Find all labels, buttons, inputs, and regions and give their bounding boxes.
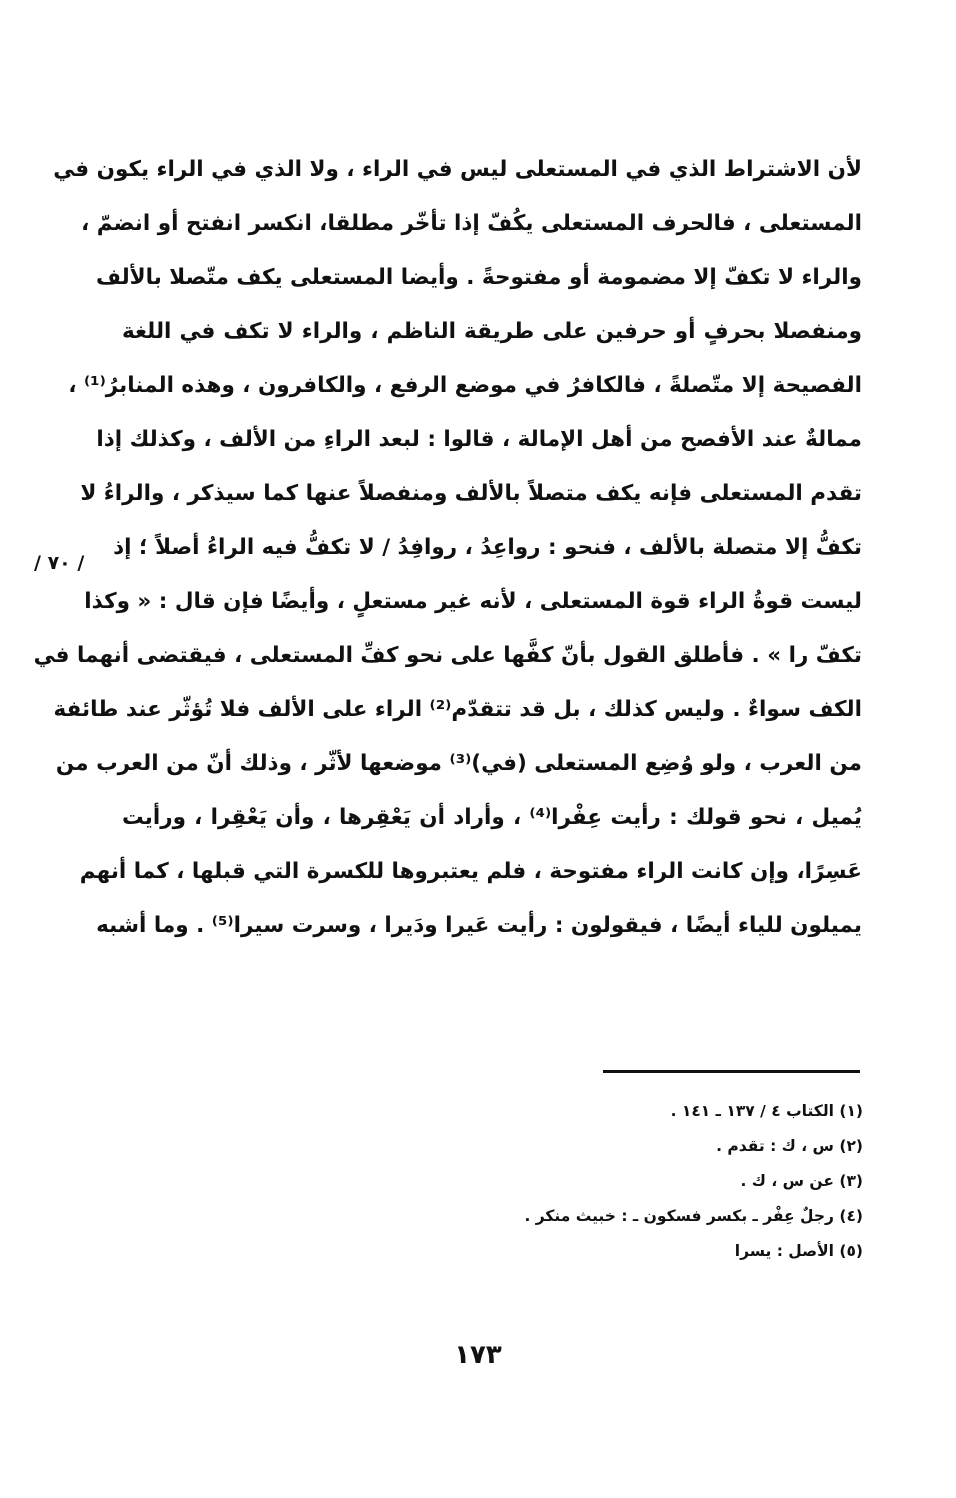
text-line: الفصيحة إلا متّصلةً ، فالكافرُ في موضع الرفع ، والكافرون ، وهذه المنابرُ⁽¹⁾ ، xyxy=(68,373,862,398)
footnote: (٥) الأصل : يسرا xyxy=(734,1242,863,1260)
text-line: الكف سواءٌ . وليس كذلك ، بل قد تتقدّم⁽²⁾ الراء على الألف فلا تُؤثّر عند طائفة xyxy=(53,697,862,722)
text-line: ممالةٌ عند الأفصح من أهل الإمالة ، قالوا : لبعد الراءِ من الألف ، وكذلك إذا xyxy=(96,427,862,452)
text-line: والراء لا تكفّ إلا مضمومة أو مفتوحةً . وأيضا المستعلى يكف متّصلا بالألف xyxy=(95,265,862,290)
footnotes-block xyxy=(300,1094,863,1269)
text-line: لأن الاشتراط الذي في المستعلى ليس في الراء ، ولا الذي في الراء يكون في xyxy=(53,157,862,182)
footnote: (١) الكتاب ٤ / ١٣٧ ـ ١٤١ . xyxy=(670,1102,863,1120)
page-number: ١٧٣ xyxy=(454,1340,502,1370)
footnote-separator xyxy=(603,1070,860,1073)
text-line: عَسِرًا، وإن كانت الراء مفتوحة ، فلم يعتبروها للكسرة التي قبلها ، كما أنهم xyxy=(79,859,862,884)
text-line: يُميل ، نحو قولك : رأيت عِفْرا⁽⁴⁾ ، وأراد أن يَعْقِرها ، وأن يَعْقِرا ، ورأيت xyxy=(122,805,862,830)
text-line: المستعلى ، فالحرف المستعلى يكُفّ إذا تأخّر مطلقا، انكسر انفتح أو انضمّ ، xyxy=(81,211,862,236)
text-line: ومنفصلا بحرفٍ أو حرفين على طريقة الناظم ، والراء لا تكف في اللغة xyxy=(122,319,862,344)
manuscript-folio-marker: / ٧٠ / xyxy=(34,552,85,574)
footnote: (٢) س ، ك : تقدم . xyxy=(716,1137,863,1155)
footnote: (٣) عن س ، ك . xyxy=(740,1172,863,1190)
text-line: تكفّ را » . فأطلق القول بأنّ كفَّها على نحو كفِّ المستعلى ، فيقتضى أنهما في xyxy=(33,643,862,668)
footnote: (٤) رجلٌ عِفْر ـ بكسر فسكون ـ : خبيث منكر . xyxy=(524,1207,863,1225)
text-line: يميلون للياء أيضًا ، فيقولون : رأيت عَيرا ودَيرا ، وسرت سيرا⁽⁵⁾ . وما أشبه xyxy=(96,913,862,938)
text-line: من العرب ، ولو وُضِع المستعلى (في)⁽³⁾ موضعها لأثّر ، وذلك أنّ من العرب من xyxy=(55,751,862,776)
text-line: ليست قوةُ الراء قوة المستعلى ، لأنه غير مستعلٍ ، وأيضًا فإن قال : « وكذا xyxy=(84,589,862,614)
text-line: تقدم المستعلى فإنه يكف متصلاً بالألف ومنفصلاً عنها كما سيذكر ، والراءُ لا xyxy=(80,481,862,506)
text-line: تكفُّ إلا متصلة بالألف ، فنحو : رواعِدُ ، روافِدُ / لا تكفُّ فيه الراءُ أصلاً ؛ إذ xyxy=(113,535,862,560)
